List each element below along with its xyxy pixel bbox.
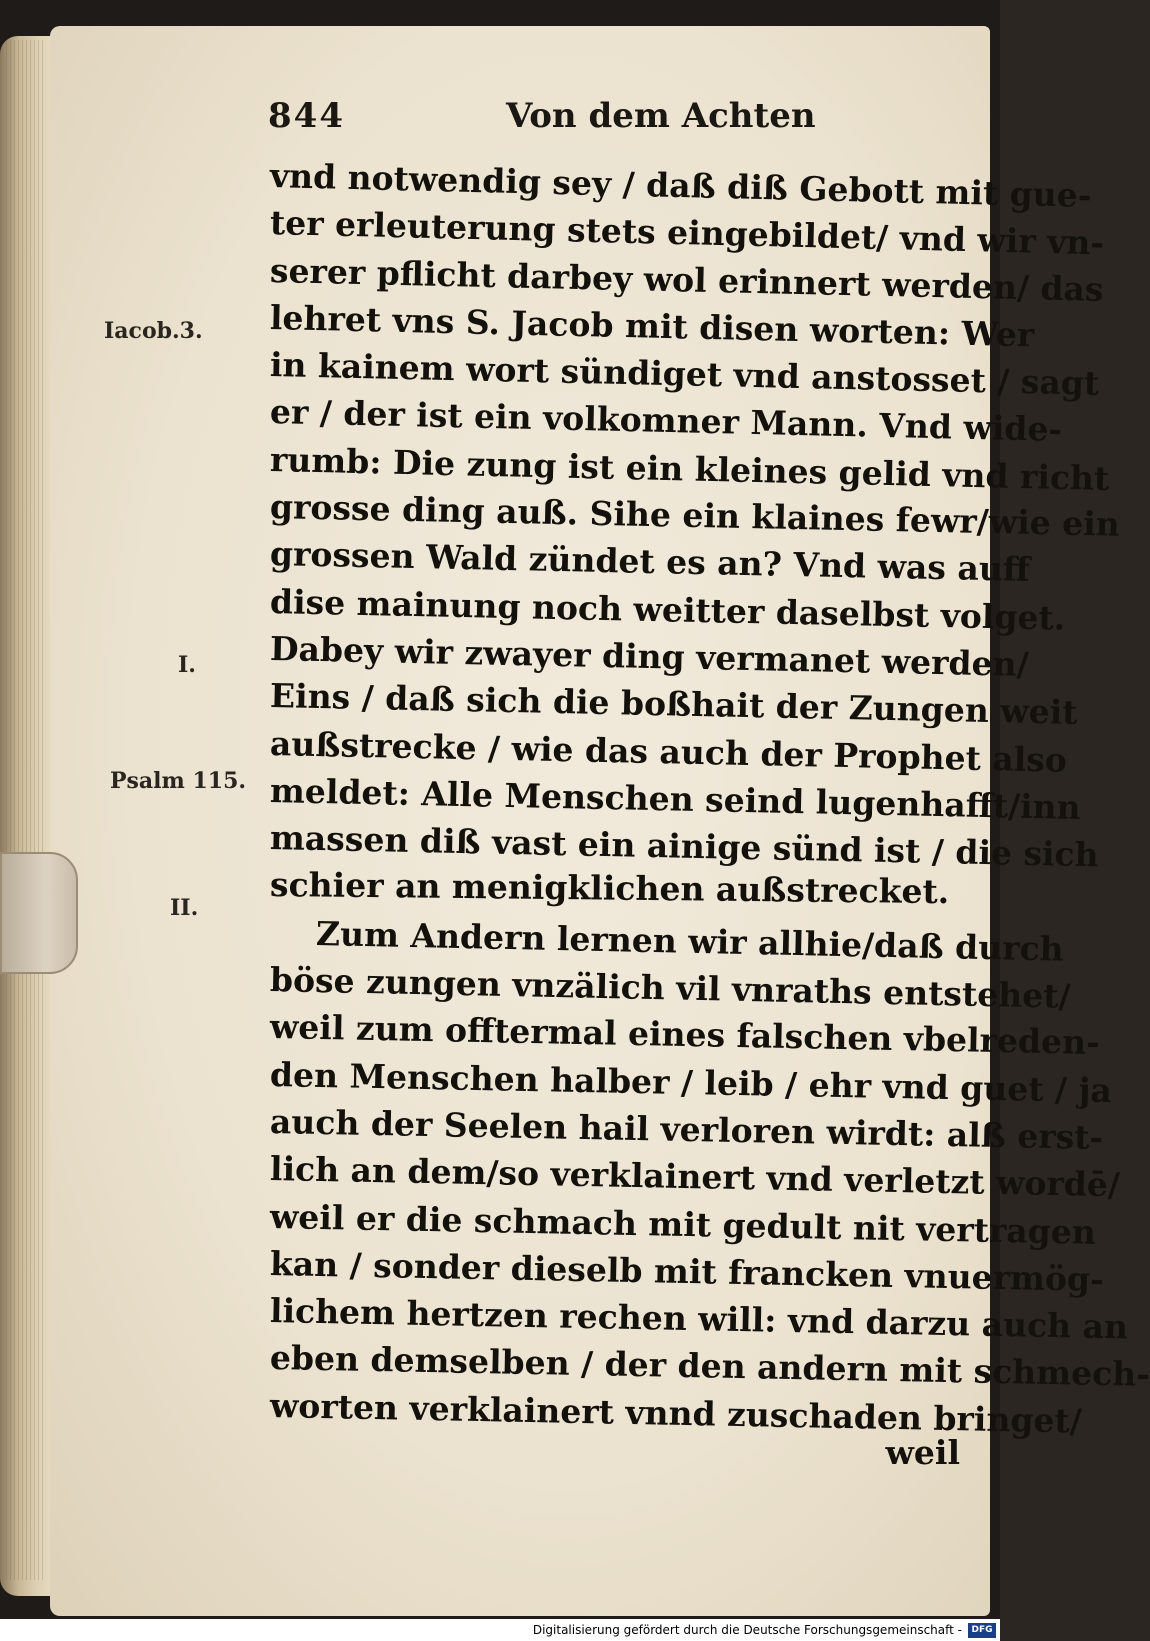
text-line: lichem hertzen rechen will: vnd darzu auch an xyxy=(269,1291,1129,1347)
text-line: weil er die schmach mit gedult nit vertragen xyxy=(269,1196,1097,1252)
footer-bar xyxy=(0,1619,1000,1641)
margin-note-one: I. xyxy=(178,652,196,678)
text-line: massen diß vast ein ainige sünd ist / die sich xyxy=(269,818,1100,875)
text-line: ter erleuterung stets eingebildet/ vnd wir vn- xyxy=(269,203,1105,263)
text-line: den Menschen halber / leib / ehr vnd guet / ja xyxy=(269,1054,1113,1110)
page-header xyxy=(268,96,968,146)
body-text xyxy=(269,152,1150,1476)
text-line: er / der ist ein volkomner Mann. Vnd wide- xyxy=(269,392,1063,450)
dfg-logo: DFG xyxy=(968,1623,996,1638)
text-line: Zum Andern lernen wir allhie/daß durch xyxy=(315,913,1065,969)
text-line: worten verklainert vnnd zuschaden bringet/ xyxy=(269,1385,1083,1441)
book-clasp xyxy=(0,852,78,974)
text-line: auch der Seelen hail verloren wirdt: alß erst- xyxy=(269,1101,1104,1157)
running-title: Von dem Achten xyxy=(506,96,816,136)
page-number: 844 xyxy=(268,96,345,136)
text-line: außstrecke / wie das auch der Prophet also xyxy=(269,723,1068,780)
digitization-credit: Digitalisierung gefördert durch die Deutsche Forschungsgemeinschaft - xyxy=(532,1623,962,1637)
text-line: Dabey wir zwayer ding vermanet werden/ xyxy=(269,628,1030,684)
text-line: kan / sonder dieselb mit francken vnuermög- xyxy=(269,1243,1105,1299)
text-line: Eins / daß sich die boßhait der Zungen weit xyxy=(269,676,1078,733)
margin-note-psalm: Psalm 115. xyxy=(110,768,247,794)
text-line: lich an dem/so verklainert vnd verletzt wordē/ xyxy=(269,1149,1121,1205)
text-line: schier an menigklichen außstrecket. xyxy=(269,865,950,912)
text-line: grosse ding auß. Sihe ein klaines fewr/wie ein xyxy=(269,487,1121,544)
text-line: serer pflicht darbey wol erinnert werden/ das xyxy=(269,250,1104,309)
page-edge-texture xyxy=(6,40,46,1580)
text-line: meldet: Alle Menschen seind lugenhafft/inn xyxy=(269,770,1082,827)
text-line: vnd notwendig sey / daß diß Gebott mit gue- xyxy=(269,156,1092,216)
text-line: böse zungen vnzälich vil vnraths entstehet/ xyxy=(269,960,1071,1016)
text-line: weil zum offtermal eines falschen vbelreden- xyxy=(269,1007,1101,1063)
text-line: eben demselben / der den andern mit schmech- xyxy=(269,1338,1150,1395)
margin-note-jacob: Iacob.3. xyxy=(104,318,203,344)
catchword: weil xyxy=(885,1433,960,1473)
text-line: in kainem wort sündiget vnd anstosset / sagt xyxy=(269,345,1100,403)
text-line: dise mainung noch weitter daselbst volget. xyxy=(269,581,1066,638)
text-line: rumb: Die zung ist ein kleines gelid vnd richt xyxy=(269,439,1110,498)
text-line: grossen Wald zündet es an? Vnd was auff xyxy=(269,534,1031,590)
text-line: lehret vns S. Jacob mit disen worten: Wer xyxy=(269,297,1035,355)
margin-note-two: II. xyxy=(170,895,199,921)
